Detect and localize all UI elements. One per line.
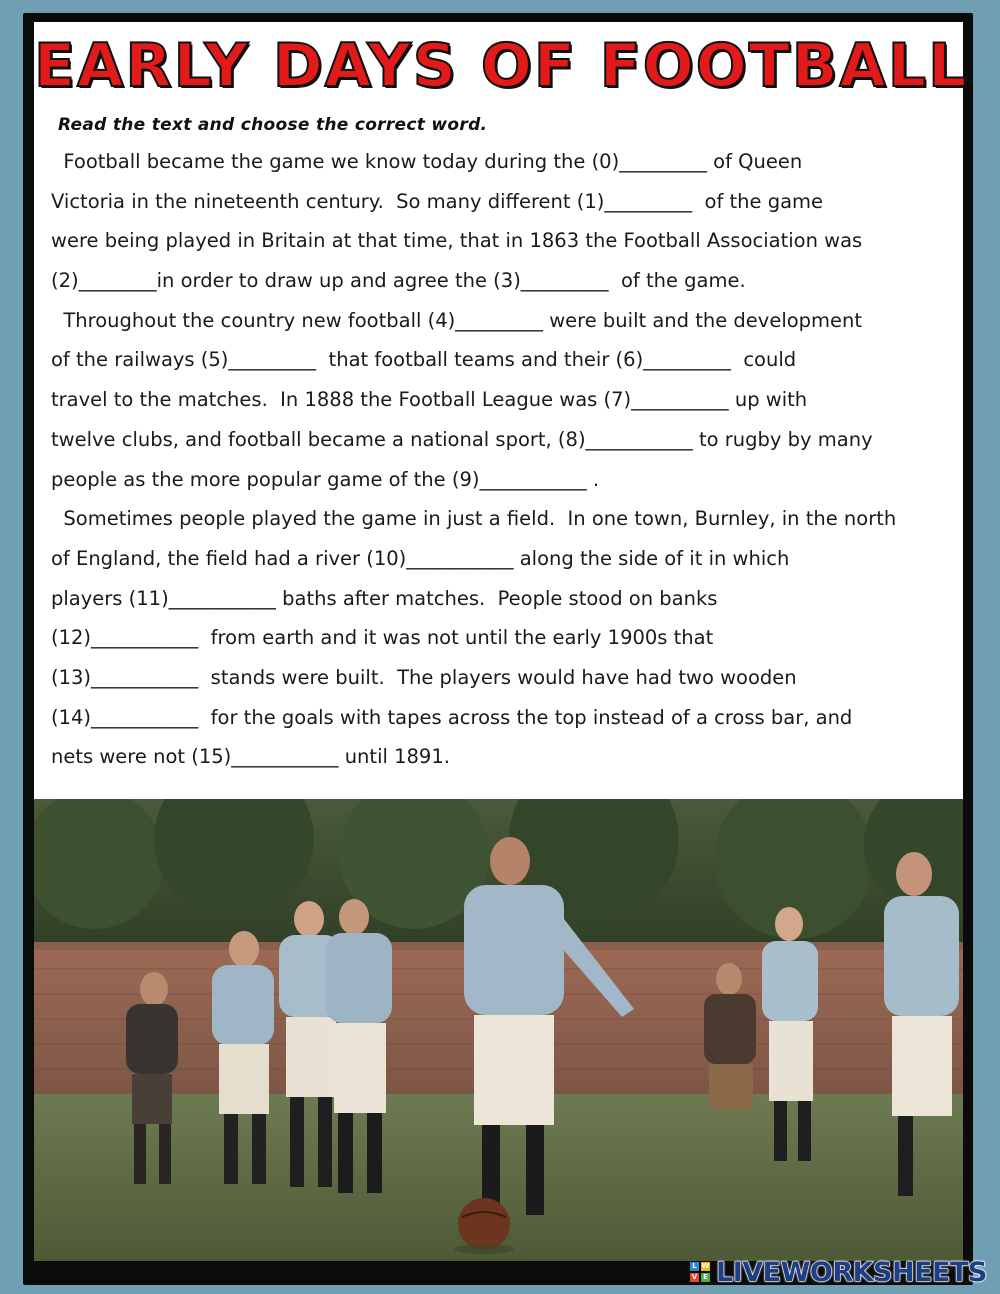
logo-letter-tile: V bbox=[691, 1273, 698, 1281]
worksheet-title: EARLY DAYS OF FOOTBALL bbox=[34, 31, 969, 101]
liveworksheets-logo bbox=[690, 1256, 987, 1288]
passage-line: players (11)___________ baths after matches. People stood on banks bbox=[51, 586, 718, 610]
passage-line: people as the more popular game of the (9)___________ . bbox=[51, 467, 600, 491]
passage-line: Sometimes people played the game in just a field. In one town, Burnley, in the north bbox=[51, 507, 897, 531]
passage-line: (13)___________ stands were built. The players would have had two wooden bbox=[51, 665, 797, 689]
logo-letter-tile: E bbox=[701, 1273, 710, 1282]
passage-line: Throughout the country new football (4)_________ were built and the development bbox=[51, 308, 863, 332]
logo-letter-tile: W bbox=[701, 1262, 710, 1270]
passage-line: nets were not (15)___________ until 1891. bbox=[51, 745, 450, 769]
liveworksheets-wordmark: LIVEWORKSHEETS bbox=[716, 1256, 987, 1288]
passage-line: travel to the matches. In 1888 the Football League was (7)__________ up with bbox=[51, 388, 808, 412]
passage-line: Football became the game we know today during the (0)_________ of Queen bbox=[51, 150, 803, 173]
liveworksheets-icon bbox=[690, 1262, 710, 1282]
passage-line: (2)________in order to draw up and agree the (3)_________ of the game. bbox=[51, 269, 746, 293]
passage-line: (12)___________ from earth and it was not until the early 1900s that bbox=[51, 626, 714, 650]
passage-line: twelve clubs, and football became a national sport, (8)___________ to rugby by many bbox=[51, 427, 873, 451]
passage-line: Victoria in the nineteenth century. So many different (1)_________ of the game bbox=[51, 189, 824, 213]
passage-line: of England, the field had a river (10)___________ along the side of it in which bbox=[51, 546, 790, 570]
passage-line: (14)___________ for the goals with tapes across the top instead of a cross bar, and bbox=[51, 705, 853, 729]
logo-letter-tile: L bbox=[690, 1262, 699, 1271]
passage-text bbox=[51, 142, 951, 777]
football-match-photo bbox=[34, 799, 963, 1261]
instruction-text: Read the text and choose the correct word. bbox=[58, 115, 488, 135]
passage-line: of the railways (5)_________ that football teams and their (6)_________ could bbox=[51, 348, 797, 372]
worksheet-page bbox=[34, 22, 969, 799]
passage-line: were being played in Britain at that time, that in 1863 the Football Association was bbox=[51, 229, 863, 253]
